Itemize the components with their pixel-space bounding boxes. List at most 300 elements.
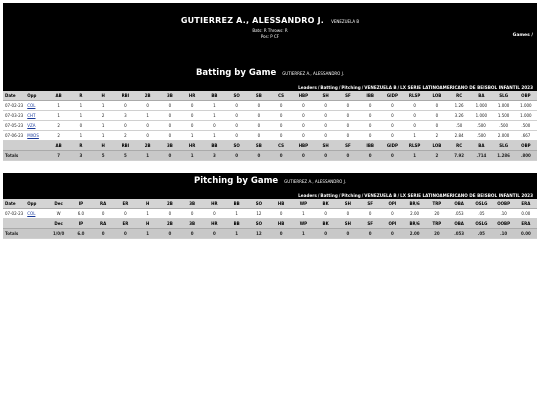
table-cell: 1.000 bbox=[470, 101, 492, 111]
table-cell: 0 bbox=[404, 121, 426, 131]
table-cell: 1 bbox=[181, 131, 203, 141]
table-cell: 2.84 bbox=[448, 131, 470, 141]
table-cell: .667 bbox=[515, 131, 537, 141]
totals-cell: 1/0/0 bbox=[48, 229, 70, 239]
totals-cell: 0 bbox=[181, 229, 203, 239]
table-cell: .500 bbox=[470, 131, 492, 141]
column-header[interactable]: GIDP bbox=[381, 91, 403, 101]
column-header: OOBP bbox=[493, 219, 515, 229]
batting-section-title bbox=[3, 65, 537, 83]
totals-cell: .800 bbox=[515, 151, 537, 161]
column-header: BB bbox=[203, 141, 225, 151]
totals-cell: .714 bbox=[470, 151, 492, 161]
column-header[interactable]: OBA bbox=[448, 199, 470, 209]
table-cell: 0 bbox=[426, 101, 448, 111]
totals-cell: 0 bbox=[315, 229, 337, 239]
column-header[interactable]: ER bbox=[114, 199, 136, 209]
totals-label: Totals bbox=[3, 151, 25, 161]
table-cell: 0 bbox=[159, 121, 181, 131]
table-row bbox=[3, 121, 537, 131]
breadcrumb-separator: / bbox=[397, 193, 400, 198]
breadcrumb-link[interactable]: LX SERIE LATINOAMERICANO DE BEISBOL INFANTIL 2023 bbox=[400, 85, 533, 90]
table-cell: 0 bbox=[114, 101, 136, 111]
column-header: SLG bbox=[493, 141, 515, 151]
opponent-link[interactable]: MXOS bbox=[27, 133, 39, 138]
column-header[interactable]: IBB bbox=[359, 91, 381, 101]
totals-cell: .10 bbox=[493, 229, 515, 239]
column-header[interactable]: TRP bbox=[426, 199, 448, 209]
table-cell: 1.500 bbox=[493, 111, 515, 121]
column-header[interactable]: SLG bbox=[493, 91, 515, 101]
table-cell: 1 bbox=[48, 111, 70, 121]
opponent-link[interactable]: COL bbox=[27, 211, 36, 216]
breadcrumb-separator: / bbox=[317, 193, 320, 198]
pitching-title: Pitching by Game bbox=[193, 176, 279, 186]
column-header[interactable]: OBP bbox=[515, 91, 537, 101]
table-cell: 0 bbox=[315, 101, 337, 111]
column-header[interactable]: WP bbox=[292, 199, 314, 209]
column-header: SB bbox=[248, 141, 270, 151]
table-cell: 1.000 bbox=[493, 101, 515, 111]
column-header: Dec bbox=[48, 219, 70, 229]
table-cell: 0 bbox=[337, 131, 359, 141]
breadcrumb-separator: / bbox=[317, 85, 320, 90]
opponent-link[interactable]: VZA bbox=[27, 123, 36, 128]
pitching-section-title bbox=[3, 173, 537, 191]
player-team: VENEZUELA B bbox=[331, 19, 360, 24]
table-cell: 3 bbox=[114, 111, 136, 121]
column-header: TRP bbox=[426, 219, 448, 229]
column-header: RC bbox=[448, 141, 470, 151]
totals-cell: .05 bbox=[470, 229, 492, 239]
table-cell: 0 bbox=[292, 121, 314, 131]
totals-cell: 0 bbox=[248, 151, 270, 161]
column-header[interactable]: H bbox=[92, 91, 114, 101]
totals-row bbox=[3, 151, 537, 161]
column-header[interactable]: HB bbox=[270, 199, 292, 209]
totals-cell: 0 bbox=[92, 229, 114, 239]
table-cell: 0 bbox=[226, 121, 248, 131]
column-header[interactable]: OOBP bbox=[493, 199, 515, 209]
totals-cell: 1 bbox=[137, 229, 159, 239]
table-cell: 2.000 bbox=[493, 131, 515, 141]
table-cell: .053 bbox=[448, 209, 470, 219]
totals-cell: 0 bbox=[226, 151, 248, 161]
table-cell: 0 bbox=[181, 111, 203, 121]
column-header: 2B bbox=[159, 219, 181, 229]
column-header[interactable]: 3B bbox=[181, 199, 203, 209]
pitching-body bbox=[3, 209, 537, 239]
table-cell bbox=[25, 209, 47, 219]
table-cell: 0 bbox=[292, 131, 314, 141]
table-cell: .500 bbox=[493, 121, 515, 131]
batting-title: Batting by Game bbox=[195, 68, 277, 78]
bats-throws: Bats: R Throws: R bbox=[252, 28, 288, 33]
table-cell: 3.26 bbox=[448, 111, 470, 121]
totals-cell: 0 bbox=[359, 151, 381, 161]
column-header[interactable]: SF bbox=[359, 199, 381, 209]
table-cell: 0 bbox=[181, 209, 203, 219]
column-header[interactable]: R bbox=[70, 91, 92, 101]
table-cell: 0 bbox=[404, 101, 426, 111]
column-header: IBB bbox=[359, 141, 381, 151]
table-cell: 0 bbox=[92, 209, 114, 219]
totals-cell: 12 bbox=[248, 229, 270, 239]
table-cell bbox=[25, 131, 47, 141]
column-header: RLSP bbox=[404, 141, 426, 151]
column-header[interactable]: SO bbox=[248, 199, 270, 209]
breadcrumb-link[interactable]: Pitching bbox=[341, 193, 361, 198]
table-cell: 1 bbox=[137, 111, 159, 121]
breadcrumb-separator: / bbox=[397, 85, 400, 90]
column-header: SO bbox=[248, 219, 270, 229]
column-header: BK bbox=[315, 219, 337, 229]
table-row bbox=[3, 209, 537, 219]
table-cell: 0 bbox=[226, 131, 248, 141]
column-header: R bbox=[70, 141, 92, 151]
table-cell: 0 bbox=[315, 209, 337, 219]
totals-cell: 1.286 bbox=[493, 151, 515, 161]
pitching-header-row bbox=[3, 199, 537, 209]
totals-cell: 0.00 bbox=[515, 229, 537, 239]
column-header[interactable]: SH bbox=[337, 199, 359, 209]
game-date: 07-05-23 bbox=[3, 121, 25, 131]
table-cell: 2 bbox=[426, 131, 448, 141]
totals-cell: 20 bbox=[426, 229, 448, 239]
column-header[interactable]: Opp bbox=[25, 91, 47, 101]
column-header: BA bbox=[470, 141, 492, 151]
column-header[interactable]: SO bbox=[226, 91, 248, 101]
table-cell: 0 bbox=[426, 111, 448, 121]
column-header[interactable]: SF bbox=[337, 91, 359, 101]
totals-cell: 0 bbox=[270, 229, 292, 239]
table-cell: 0 bbox=[381, 101, 403, 111]
player-name-line bbox=[3, 8, 537, 27]
column-header: H bbox=[92, 141, 114, 151]
totals-cell bbox=[25, 151, 47, 161]
column-header[interactable]: 2B bbox=[159, 199, 181, 209]
totals-cell: 0 bbox=[337, 229, 359, 239]
column-header[interactable]: BA bbox=[470, 91, 492, 101]
table-cell bbox=[25, 121, 47, 131]
table-cell: 6.0 bbox=[70, 209, 92, 219]
column-header[interactable]: RLSP bbox=[404, 91, 426, 101]
table-cell: 0 bbox=[248, 121, 270, 131]
totals-row bbox=[3, 229, 537, 239]
column-header[interactable]: HR bbox=[181, 91, 203, 101]
breadcrumb-link[interactable]: VENEZUELA B bbox=[364, 193, 397, 198]
table-cell: .500 bbox=[470, 121, 492, 131]
table-cell: W bbox=[48, 209, 70, 219]
column-header: SH bbox=[337, 219, 359, 229]
table-cell: 0 bbox=[270, 209, 292, 219]
column-header[interactable]: BB bbox=[226, 199, 248, 209]
table-cell bbox=[25, 101, 47, 111]
table-cell: 0 bbox=[337, 209, 359, 219]
breadcrumb-link[interactable]: Leaders bbox=[298, 193, 317, 198]
table-cell: 0 bbox=[359, 131, 381, 141]
table-cell: 0 bbox=[181, 121, 203, 131]
column-header[interactable]: HR bbox=[203, 199, 225, 209]
column-header: HR bbox=[181, 141, 203, 151]
table-cell: .05 bbox=[470, 209, 492, 219]
column-header[interactable]: 3B bbox=[159, 91, 181, 101]
table-cell: 20 bbox=[426, 209, 448, 219]
totals-cell: 2.00 bbox=[404, 229, 426, 239]
table-cell: 0 bbox=[270, 131, 292, 141]
totals-cell bbox=[25, 229, 47, 239]
column-header: LOB bbox=[426, 141, 448, 151]
column-header: HB bbox=[270, 219, 292, 229]
totals-cell: 1 bbox=[137, 151, 159, 161]
column-header[interactable]: H bbox=[137, 199, 159, 209]
table-cell: 1 bbox=[226, 209, 248, 219]
repeat-header-row bbox=[3, 219, 537, 229]
batting-breadcrumb bbox=[3, 83, 537, 91]
table-cell: 0 bbox=[137, 131, 159, 141]
table-cell: 0 bbox=[159, 131, 181, 141]
column-header[interactable]: IP bbox=[70, 199, 92, 209]
table-cell: 2.00 bbox=[404, 209, 426, 219]
table-cell: 12 bbox=[248, 209, 270, 219]
table-cell: 0 bbox=[203, 121, 225, 131]
breadcrumb-link[interactable]: Batting bbox=[320, 85, 338, 90]
breadcrumb-link[interactable]: Leaders bbox=[298, 85, 317, 90]
column-header[interactable]: SB bbox=[248, 91, 270, 101]
breadcrumb-separator: / bbox=[361, 85, 364, 90]
column-header: AB bbox=[48, 141, 70, 151]
table-cell: 0 bbox=[337, 111, 359, 121]
totals-cell: 0 bbox=[203, 229, 225, 239]
table-cell: 1 bbox=[203, 101, 225, 111]
table-cell: 0 bbox=[114, 121, 136, 131]
table-cell: 1.000 bbox=[515, 101, 537, 111]
column-header: ERA bbox=[515, 219, 537, 229]
pitching-subtitle: GUTIERREZ A., ALESSANDRO J. bbox=[284, 179, 347, 184]
breadcrumb-link[interactable]: Batting bbox=[320, 193, 338, 198]
game-date: 07-06-23 bbox=[3, 131, 25, 141]
totals-cell: .053 bbox=[448, 229, 470, 239]
table-cell: 1.000 bbox=[470, 111, 492, 121]
player-header bbox=[3, 3, 537, 65]
totals-cell: 3 bbox=[203, 151, 225, 161]
totals-cell: 2 bbox=[426, 151, 448, 161]
column-header: WP bbox=[292, 219, 314, 229]
column-header: 3B bbox=[159, 141, 181, 151]
batting-body bbox=[3, 101, 537, 161]
batting-table bbox=[3, 91, 537, 161]
column-header[interactable]: OPI bbox=[381, 199, 403, 209]
column-header[interactable]: Date bbox=[3, 91, 25, 101]
game-date: 07-03-23 bbox=[3, 111, 25, 121]
column-header: 3B bbox=[181, 219, 203, 229]
column-header: IP bbox=[70, 219, 92, 229]
table-cell: 0 bbox=[248, 131, 270, 141]
column-header[interactable]: ERA bbox=[515, 199, 537, 209]
game-date: 07-02-23 bbox=[3, 209, 25, 219]
table-cell: 1 bbox=[70, 131, 92, 141]
batting-header-row bbox=[3, 91, 537, 101]
column-header: SF bbox=[337, 141, 359, 151]
totals-cell: 1 bbox=[404, 151, 426, 161]
table-cell: 2 bbox=[48, 121, 70, 131]
table-cell: 0 bbox=[248, 101, 270, 111]
games-link[interactable]: Games / bbox=[512, 33, 533, 38]
table-cell: .50 bbox=[448, 121, 470, 131]
table-cell: 0 bbox=[114, 209, 136, 219]
table-cell: 0 bbox=[337, 101, 359, 111]
totals-cell: 5 bbox=[114, 151, 136, 161]
opponent-link[interactable]: CHT bbox=[27, 113, 36, 118]
column-header: BR/6 bbox=[404, 219, 426, 229]
totals-cell: 0 bbox=[270, 151, 292, 161]
totals-cell: 0 bbox=[359, 229, 381, 239]
table-cell: 0 bbox=[381, 111, 403, 121]
totals-cell: 0 bbox=[159, 151, 181, 161]
column-header: CS bbox=[270, 141, 292, 151]
totals-cell: 7 bbox=[48, 151, 70, 161]
table-row bbox=[3, 131, 537, 141]
table-cell: 0 bbox=[159, 209, 181, 219]
table-cell: 1 bbox=[92, 121, 114, 131]
totals-cell: 1 bbox=[292, 229, 314, 239]
table-cell: 0 bbox=[315, 131, 337, 141]
column-header: OBA bbox=[448, 219, 470, 229]
column-header: OBP bbox=[515, 141, 537, 151]
column-header[interactable]: BK bbox=[315, 199, 337, 209]
column-header: SH bbox=[315, 141, 337, 151]
table-cell: 1 bbox=[203, 131, 225, 141]
column-header[interactable]: SH bbox=[315, 91, 337, 101]
table-cell: .10 bbox=[493, 209, 515, 219]
totals-cell: 1 bbox=[181, 151, 203, 161]
totals-cell: 0 bbox=[159, 229, 181, 239]
breadcrumb-link[interactable]: LX SERIE LATINOAMERICANO DE BEISBOL INFANTIL 2023 bbox=[400, 193, 533, 198]
table-cell: 2 bbox=[114, 131, 136, 141]
table-cell: 0 bbox=[270, 121, 292, 131]
table-cell: 1.26 bbox=[448, 101, 470, 111]
column-header bbox=[25, 219, 47, 229]
column-header[interactable]: 2B bbox=[137, 91, 159, 101]
column-header: SF bbox=[359, 219, 381, 229]
column-header[interactable]: BR/6 bbox=[404, 199, 426, 209]
table-cell: 0 bbox=[359, 111, 381, 121]
table-cell: .500 bbox=[515, 121, 537, 131]
column-header: OSLG bbox=[470, 219, 492, 229]
column-header bbox=[3, 219, 25, 229]
column-header[interactable]: RA bbox=[92, 199, 114, 209]
table-cell: 0 bbox=[359, 101, 381, 111]
column-header: SO bbox=[226, 141, 248, 151]
column-header[interactable]: OSLG bbox=[470, 199, 492, 209]
column-header[interactable]: CS bbox=[270, 91, 292, 101]
totals-cell: 0 bbox=[381, 151, 403, 161]
opponent-link[interactable]: COL bbox=[27, 103, 36, 108]
totals-label: Totals bbox=[3, 229, 25, 239]
table-cell: 0 bbox=[137, 121, 159, 131]
column-header: BB bbox=[226, 219, 248, 229]
player-position: Pos: P CF bbox=[260, 34, 280, 39]
table-cell: 1 bbox=[48, 101, 70, 111]
table-cell: 0 bbox=[359, 121, 381, 131]
table-cell: 0 bbox=[381, 209, 403, 219]
table-cell: 0 bbox=[381, 121, 403, 131]
column-header: RBI bbox=[114, 141, 136, 151]
pitching-breadcrumb bbox=[3, 191, 537, 199]
pitching-table bbox=[3, 199, 537, 239]
column-header[interactable]: LOB bbox=[426, 91, 448, 101]
game-date: 07-02-23 bbox=[3, 101, 25, 111]
breadcrumb-separator: / bbox=[361, 193, 364, 198]
column-header bbox=[25, 141, 47, 151]
breadcrumb-link[interactable]: VENEZUELA B bbox=[364, 85, 397, 90]
table-cell: 0 bbox=[270, 101, 292, 111]
column-header[interactable]: AB bbox=[48, 91, 70, 101]
totals-cell: 5 bbox=[92, 151, 114, 161]
table-row bbox=[3, 101, 537, 111]
column-header: H bbox=[137, 219, 159, 229]
table-cell: 0 bbox=[181, 101, 203, 111]
table-cell: 0 bbox=[404, 111, 426, 121]
column-header: HR bbox=[203, 219, 225, 229]
totals-cell: 3 bbox=[70, 151, 92, 161]
table-row bbox=[3, 111, 537, 121]
player-name: GUTIERREZ A., ALESSANDRO J. bbox=[180, 16, 324, 25]
table-cell: 0 bbox=[248, 111, 270, 121]
repeat-header-row bbox=[3, 141, 537, 151]
table-cell: 0 bbox=[315, 121, 337, 131]
table-cell: 0.00 bbox=[515, 209, 537, 219]
totals-cell: 0 bbox=[381, 229, 403, 239]
column-header[interactable]: BB bbox=[203, 91, 225, 101]
table-cell: 1 bbox=[92, 131, 114, 141]
table-cell: 1 bbox=[92, 101, 114, 111]
column-header[interactable]: RC bbox=[448, 91, 470, 101]
table-cell: 0 bbox=[159, 101, 181, 111]
breadcrumb-separator: / bbox=[338, 85, 341, 90]
totals-cell: 1 bbox=[226, 229, 248, 239]
column-header: ER bbox=[114, 219, 136, 229]
table-cell: 0 bbox=[359, 209, 381, 219]
column-header[interactable]: Opp bbox=[25, 199, 47, 209]
column-header[interactable]: Dec bbox=[48, 199, 70, 209]
table-cell: 0 bbox=[337, 121, 359, 131]
column-header[interactable]: HBP bbox=[292, 91, 314, 101]
batting-subtitle: GUTIERREZ A., ALESSANDRO J. bbox=[282, 71, 345, 76]
table-cell: 1 bbox=[203, 111, 225, 121]
table-cell: 1 bbox=[137, 209, 159, 219]
totals-cell: 7.92 bbox=[448, 151, 470, 161]
totals-cell: 0 bbox=[337, 151, 359, 161]
table-cell: 0 bbox=[381, 131, 403, 141]
column-header[interactable]: RBI bbox=[114, 91, 136, 101]
breadcrumb-link[interactable]: Pitching bbox=[341, 85, 361, 90]
column-header: 2B bbox=[137, 141, 159, 151]
column-header: RA bbox=[92, 219, 114, 229]
table-cell: 1 bbox=[70, 101, 92, 111]
table-cell: 0 bbox=[70, 121, 92, 131]
totals-cell: 6.0 bbox=[70, 229, 92, 239]
column-header[interactable]: Date bbox=[3, 199, 25, 209]
breadcrumb-separator: / bbox=[338, 193, 341, 198]
table-cell: 0 bbox=[159, 111, 181, 121]
table-cell: 1 bbox=[70, 111, 92, 121]
page bbox=[3, 3, 537, 239]
totals-cell: 0 bbox=[292, 151, 314, 161]
table-cell: 1 bbox=[292, 209, 314, 219]
table-cell: 0 bbox=[292, 101, 314, 111]
column-header: OPI bbox=[381, 219, 403, 229]
